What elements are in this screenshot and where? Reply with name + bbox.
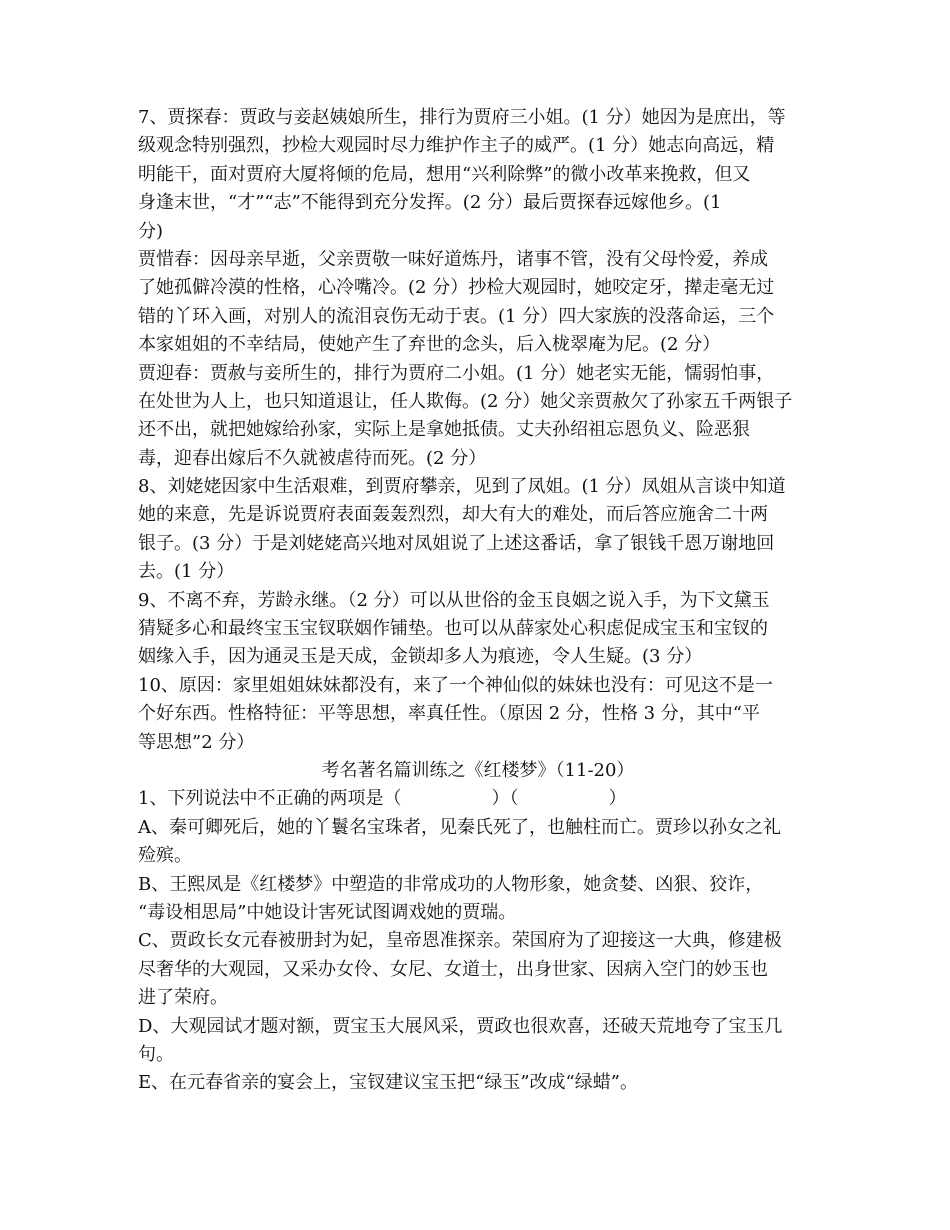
- answer-text-line: 猜疑多心和最终宝玉宝钗联姻作铺垫。也可以从薛家处心积虑促成宝玉和宝钗的: [138, 618, 768, 640]
- question-section: [138, 785, 818, 1097]
- answer-section: [138, 104, 818, 757]
- answer-text-line: 9、不离不弃，芳龄永继。（2 分）可以从世俗的金玉良姻之说入手，为下文黛玉: [138, 589, 770, 611]
- answer-text-line: 了她孤僻冷漠的性格，心冷嘴冷。(2 分）抄检大观园时，她咬定牙，撵走毫无过: [138, 277, 775, 299]
- answer-text-line: 她的来意，先是诉说贾府表面轰轰烈烈，却大有大的难处，而后答应施舍二十两: [138, 504, 768, 526]
- answer-text-line: 身逢末世，“才”“志”不能得到充分发挥。(2 分）最后贾探春远嫁他乡。(1: [138, 192, 722, 214]
- answer-text-line: 错的丫环入画，对别人的流泪哀伤无动于衷。(1 分）四大家族的没落命运，三个: [138, 305, 775, 327]
- question-text-line: A、秦可卿死后，她的丫鬟名宝珠者，见秦氏死了，也触柱而亡。贾珍以孙女之礼: [138, 816, 781, 838]
- answer-text-line: 分): [138, 220, 164, 242]
- answer-text-line: 等思想”2 分）: [138, 731, 255, 753]
- answer-text-line: 个好东西。性格特征：平等思想，率真任性。（原因 2 分，性格 3 分，其中“平: [138, 703, 760, 725]
- document-body: [138, 104, 818, 1098]
- question-text-line: E、在元春省亲的宴会上，宝钗建议宝玉把“绿玉”改成“绿蜡”。: [138, 1072, 638, 1094]
- answer-text-line: 明能干，面对贾府大厦将倾的危局，想用“兴利除弊”的微小改革来挽救，但又: [138, 163, 751, 185]
- answer-text-line: 姻缘入手，因为通灵玉是天成，金锁却多人为痕迹，令人生疑。(3 分）: [138, 646, 703, 668]
- answer-text-line: 贾迎春：贾赦与妾所生的，排行为贾府二小姐。(1 分）她老实无能，懦弱怕事，: [138, 362, 775, 384]
- answer-text-line: 8、刘姥姥因家中生活艰难，到贾府攀亲，见到了凤姐。(1 分）凤姐从言谈中知道: [138, 476, 786, 498]
- question-text-line: 句。: [138, 1043, 174, 1065]
- question-text-line: 殓殡。: [138, 845, 192, 867]
- answer-text-line: 毒，迎春出嫁后不久就被虐待而死。(2 分）: [138, 447, 487, 469]
- question-text-line: 尽奢华的大观园，又采办女伶、女尼、女道士，出身世家、因病入空门的妙玉也: [138, 958, 768, 980]
- section-title: 考名著名篇训练之《红楼梦》（11-20）: [321, 759, 635, 781]
- question-text-line: B、王熙凤是《红楼梦》中塑造的非常成功的人物形象，她贪婪、凶狠、狡诈，: [138, 873, 764, 895]
- question-text-line: D、大观园试才题对额，贾宝玉大展风采，贾政也很欢喜，还破天荒地夸了宝玉几: [138, 1015, 783, 1037]
- answer-text-line: 去。(1 分）: [138, 561, 235, 583]
- question-text-line: “毒设相思局”中她设计害死试图调戏她的贾瑞。: [138, 901, 517, 923]
- answer-text-line: 贾惜春：因母亲早逝，父亲贾敬一味好道炼丹，诸事不管，没有父母怜爱，养成: [138, 248, 768, 270]
- question-text-line: C、贾政长女元春被册封为妃，皇帝恩准探亲。荣国府为了迎接这一大典，修建极: [138, 930, 782, 952]
- answer-text-line: 7、贾探春：贾政与妾赵姨娘所生，排行为贾府三小姐。(1 分）她因为是庶出，等: [138, 107, 786, 128]
- answer-text-line: 级观念特别强烈，抄检大观园时尽力维护作主子的威严。(1 分）她志向高远，精: [138, 135, 775, 157]
- answer-text-line: 在处世为人上，也只知道退让，任人欺侮。(2 分）她父亲贾赦欠了孙家五千两银子: [138, 390, 793, 412]
- answer-text-line: 银子。(3 分）于是刘姥姥高兴地对凤姐说了上述这番话，拿了银钱千恩万谢地回: [138, 532, 775, 554]
- answer-text-line: 10、原因：家里姐姐妹妹都没有，来了一个神仙似的妹妹也没有：可见这不是一: [138, 674, 773, 696]
- question-text-line: 1、下列说法中不正确的两项是（ ）（ ）: [138, 788, 627, 810]
- answer-text-line: 还不出，就把她嫁给孙家，实际上是拿她抵债。丈夫孙绍祖忘恩负义、险恶狠: [138, 419, 750, 441]
- answer-text-line: 本家姐姐的不幸结局，使她产生了弃世的念头，后入栊翠庵为尼。(2 分）: [138, 334, 721, 356]
- question-text-line: 进了荣府。: [138, 987, 228, 1009]
